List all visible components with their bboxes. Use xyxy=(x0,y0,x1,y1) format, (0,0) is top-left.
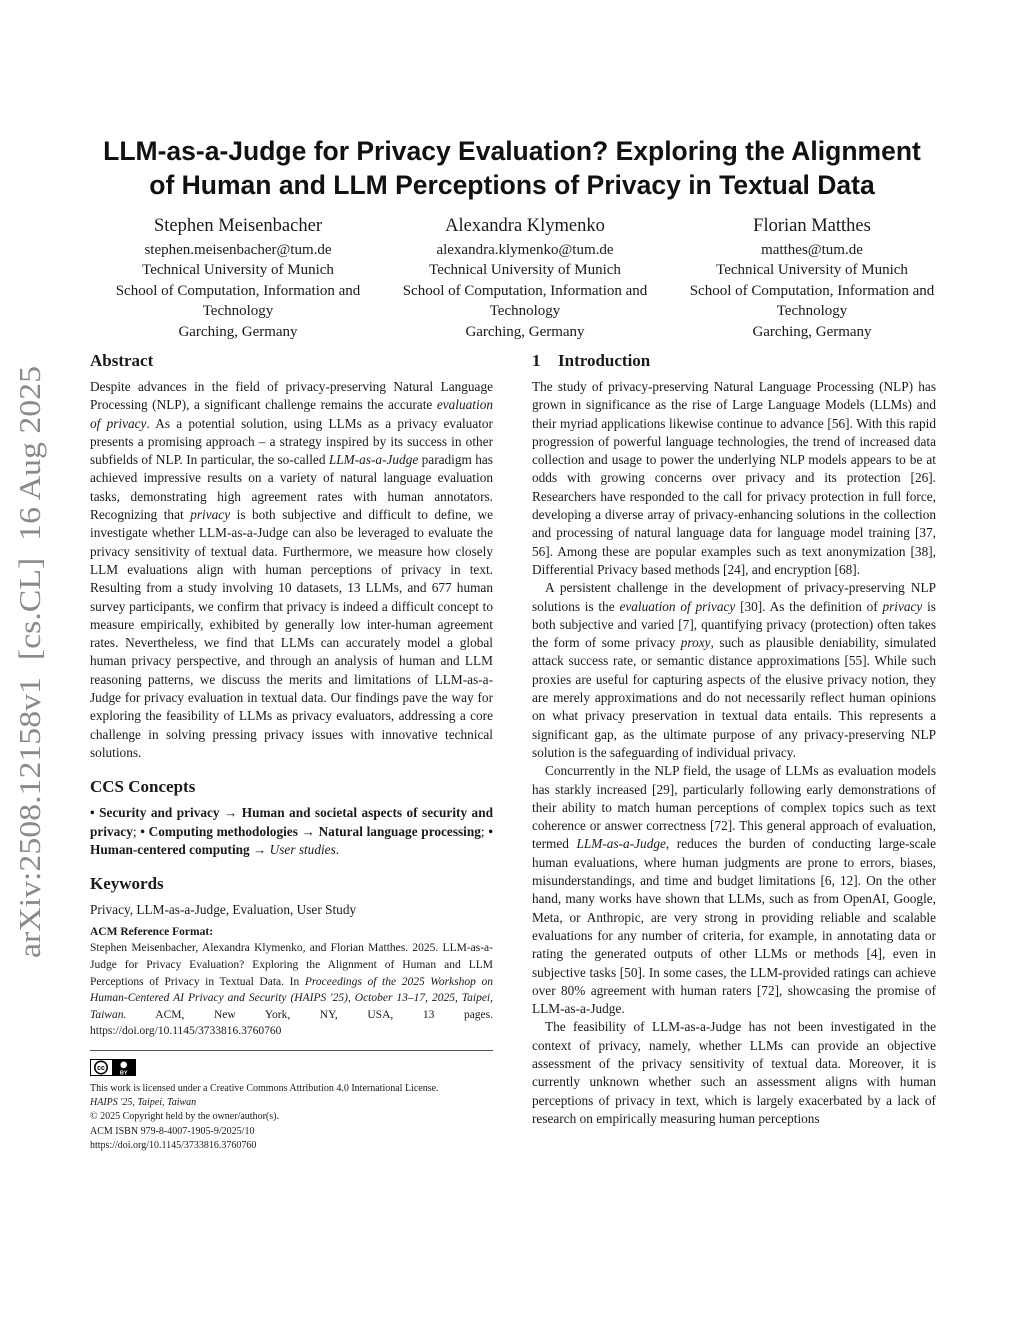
license-divider xyxy=(90,1050,493,1051)
abstract-emphasis: privacy xyxy=(190,507,231,523)
section-number: 1 xyxy=(532,351,541,370)
author-location: Garching, Germany xyxy=(752,323,872,340)
author-email: stephen.meisenbacher@tum.de xyxy=(144,242,332,258)
ccs-concept: • Security and privacy → Human and societal aspects of security and privacy xyxy=(90,805,493,839)
acm-reference-segment: ACM, New York, NY, USA, 13 pages. https://doi.org/10.1145/3733816.3760760 xyxy=(90,1008,493,1038)
author-school: School of Computation, Information and Technology xyxy=(402,282,648,320)
abstract-text-segment: Despite advances in the field of privacy-preserving Natural Language Processing (NLP), a significant challenge remains the accurate xyxy=(90,379,493,413)
intro-emphasis: evaluation of privacy xyxy=(619,598,736,614)
abstract-text-segment: . As a potential solution, using LLMs as a privacy evaluator presents a promising approach – a strategy inspired by its success in other subfields of NLP. In particular, the so-called xyxy=(90,415,493,468)
author-name: Alexandra Klymenko xyxy=(445,216,605,236)
isbn-line: ACM ISBN 979-8-4007-1905-9/2025/10 xyxy=(90,1125,255,1137)
intro-emphasis: privacy xyxy=(882,598,923,614)
title-line: of Human and LLM Perceptions of Privacy in Textual Data xyxy=(149,170,875,200)
ccs-concept-leaf: User studies xyxy=(269,841,336,857)
cc-badge-cc-label: cc xyxy=(97,1064,105,1072)
author-affiliation: Technical University of Munich xyxy=(716,262,908,279)
keywords-heading: Keywords xyxy=(90,874,164,894)
author-affiliation: Technical University of Munich xyxy=(142,262,334,279)
ccs-heading: CCS Concepts xyxy=(90,777,196,797)
author-card xyxy=(387,214,663,342)
introduction-heading xyxy=(532,350,936,372)
ccs-separator: . xyxy=(335,841,340,857)
author-location: Garching, Germany xyxy=(178,323,298,340)
author-card xyxy=(674,214,950,342)
acm-reference-heading: ACM Reference Format: xyxy=(90,926,214,939)
abstract-text xyxy=(90,378,493,762)
cc-badge-by-label: BY xyxy=(119,1070,128,1076)
intro-paragraph: A persistent challenge in the development of privacy-preserving NLP solutions is the evaluation of privacy [30]. As the definition of privacy is both subjective and varied [7], quantifying privacy (protection) often takes the form of some privacy proxy, such as plausible deniability, simulated attack success rate, or semantic distance approximations [55]. While such proxies are useful for capturing aspects of the elusive privacy notion, they are merely approximations and do not necessarily reflect human opinions on what privacy preservation in textual data entails. This represents a significant gap, as the ultimate purpose of any privacy-preserving NLP solution is the safeguarding of individual privacy. xyxy=(532,580,936,760)
ccs-separator: ; xyxy=(132,823,141,839)
intro-paragraph: The feasibility of LLM-as-a-Judge has not been investigated in the context of privacy, namely, whether LLMs can provide an objective assessment of the privacy sensitivity of textual data. Moreover, it is currently unknown whether such an assessment aligns with human perceptions of privacy in text, which is largely exacerbated by a lack of research on empirically measuring human perceptions xyxy=(532,1019,936,1126)
author-affiliation: Technical University of Munich xyxy=(429,262,621,279)
intro-emphasis: proxy xyxy=(680,635,711,651)
author-school: School of Computation, Information and Technology xyxy=(115,282,361,320)
acm-reference-text xyxy=(90,940,493,1040)
ccs-concept: • Human-centered computing xyxy=(90,823,493,857)
acm-reference-segment: Stephen Meisenbacher, Alexandra Klymenko, and Florian Matthes. 2025. LLM-as-a-Judge for Privacy Evaluation? Exploring the Alignment of Human and LLM Perceptions of Privacy in Textual Data. In xyxy=(90,942,493,988)
author-location: Garching, Germany xyxy=(465,323,585,340)
cc-by-license-icon xyxy=(90,1059,136,1076)
copyright-line: © 2025 Copyright held by the owner/author(s). xyxy=(90,1111,279,1123)
intro-emphasis: LLM-as-a-Judge xyxy=(576,836,666,852)
intro-paragraph: Concurrently in the NLP field, the usage of LLMs as evaluation models has starkly increased [29], particularly following early demonstrations of their ability to match human perceptions of complex topics such as text coherence or answer correctness [72]. This general approach of evaluation, termed LLM-as-a-Judge, reduces the burden of conducting large-scale human evaluations, where human judgments are prone to errors, biases, misunderstandings, and time and budget limitations [6, 12]. On the other hand, many works have shown that LLMs, such as from OpenAI, Google, Meta, or Anthropic, are very strong in providing reliable and scalable evaluations for any number of criteria, for example, in annotating data or rating the generated outputs of other LLMs or methods [4], even in subjective tasks [50]. In some cases, the LLM-provided ratings can achieve over 80% agreement with human raters [72], showcasing the promise of LLM-as-a-Judge. xyxy=(532,763,936,1017)
author-name: Stephen Meisenbacher xyxy=(154,216,322,236)
section-title: Introduction xyxy=(558,351,651,370)
abstract-emphasis: LLM-as-a-Judge xyxy=(328,452,419,468)
ccs-separator: ; xyxy=(480,823,489,839)
author-email: matthes@tum.de xyxy=(761,242,863,258)
arxiv-identifier-text: arXiv:2508.12158v1 [cs.CL] 16 Aug 2025 xyxy=(13,424,47,958)
ccs-arrow: → xyxy=(249,841,270,857)
author-school: School of Computation, Information and Technology xyxy=(689,282,935,320)
doi-link[interactable]: https://doi.org/10.1145/3733816.3760760 xyxy=(90,1139,257,1151)
abstract-text-segment: paradigm has achieved impressive results on a variety of natural language evaluation tasks, demonstrating high agreement rates with human annotators. Recognizing that xyxy=(90,452,493,523)
ccs-concept: • Computing methodologies → Natural language processing xyxy=(140,823,481,839)
acm-reference-venue: Proceedings of the 2025 Workshop on Human-Centered AI Privacy and Security (HAIPS '25), October 13–17, 2025, Taipei, Taiwan. xyxy=(90,975,493,1021)
license-statement: This work is licensed under a Creative Commons Attribution 4.0 International License. xyxy=(90,1082,439,1094)
abstract-heading: Abstract xyxy=(90,351,154,370)
intro-paragraph: The study of privacy-preserving Natural Language Processing (NLP) has grown in significance as the rise of Large Language Models (LLMs) and their myriad applications likewise continue to advance [56]. With this rapid progression of powerful language technologies, the trend of increased data collection and usage to power the underlying NLP models appears to be at odds with growing concerns over privacy and its protection [26]. Researchers have responded to the call for privacy protection in full force, developing a diverse array of privacy-enhancing solutions in the collection and processing of natural language data for language model training [37, 56]. Among these are popular examples such as text anonymization [38], Differential Privacy based methods [24], and encryption [68]. xyxy=(532,379,936,577)
abstract-text-segment: is both subjective and difficult to define, we investigate whether LLM-as-a-Judge can also be leveraged to evaluate the privacy sensitivity of textual data. Furthermore, we measure how closely LLM evaluations align with human perceptions of privacy in text. Resulting from a study involving 10 datasets, 13 LLMs, and 677 human survey participants, we confirm that privacy is indeed a difficult concept to measure empirically, exhibited by generally low inter-human agreement rates. Nevertheless, we find that LLMs can accurately model a global human privacy perspective, and through an analysis of human and LLM reasoning patterns, we discuss the merits and limitations of LLM-as-a-Judge for privacy evaluation in textual data. Our findings pave the way for exploring the feasibility of LLMs as privacy evaluators, addressing a core challenge in solving pressing privacy issues with innovative technical solutions. xyxy=(90,507,493,760)
author-block xyxy=(100,214,950,342)
title-line: LLM-as-a-Judge for Privacy Evaluation? Exploring the Alignment xyxy=(103,136,921,166)
author-card xyxy=(100,214,376,342)
abstract-emphasis: evaluation of privacy xyxy=(90,397,493,431)
author-email: alexandra.klymenko@tum.de xyxy=(436,242,614,258)
arxiv-identifier-stamp xyxy=(4,366,52,958)
author-name: Florian Matthes xyxy=(753,216,871,236)
paper-title xyxy=(70,134,954,202)
keywords-text: Privacy, LLM-as-a-Judge, Evaluation, User Study xyxy=(90,902,357,918)
right-column xyxy=(532,350,936,1128)
left-column xyxy=(90,350,493,1153)
venue-line: HAIPS '25, Taipei, Taiwan xyxy=(90,1097,197,1109)
ccs-concepts xyxy=(90,804,493,859)
